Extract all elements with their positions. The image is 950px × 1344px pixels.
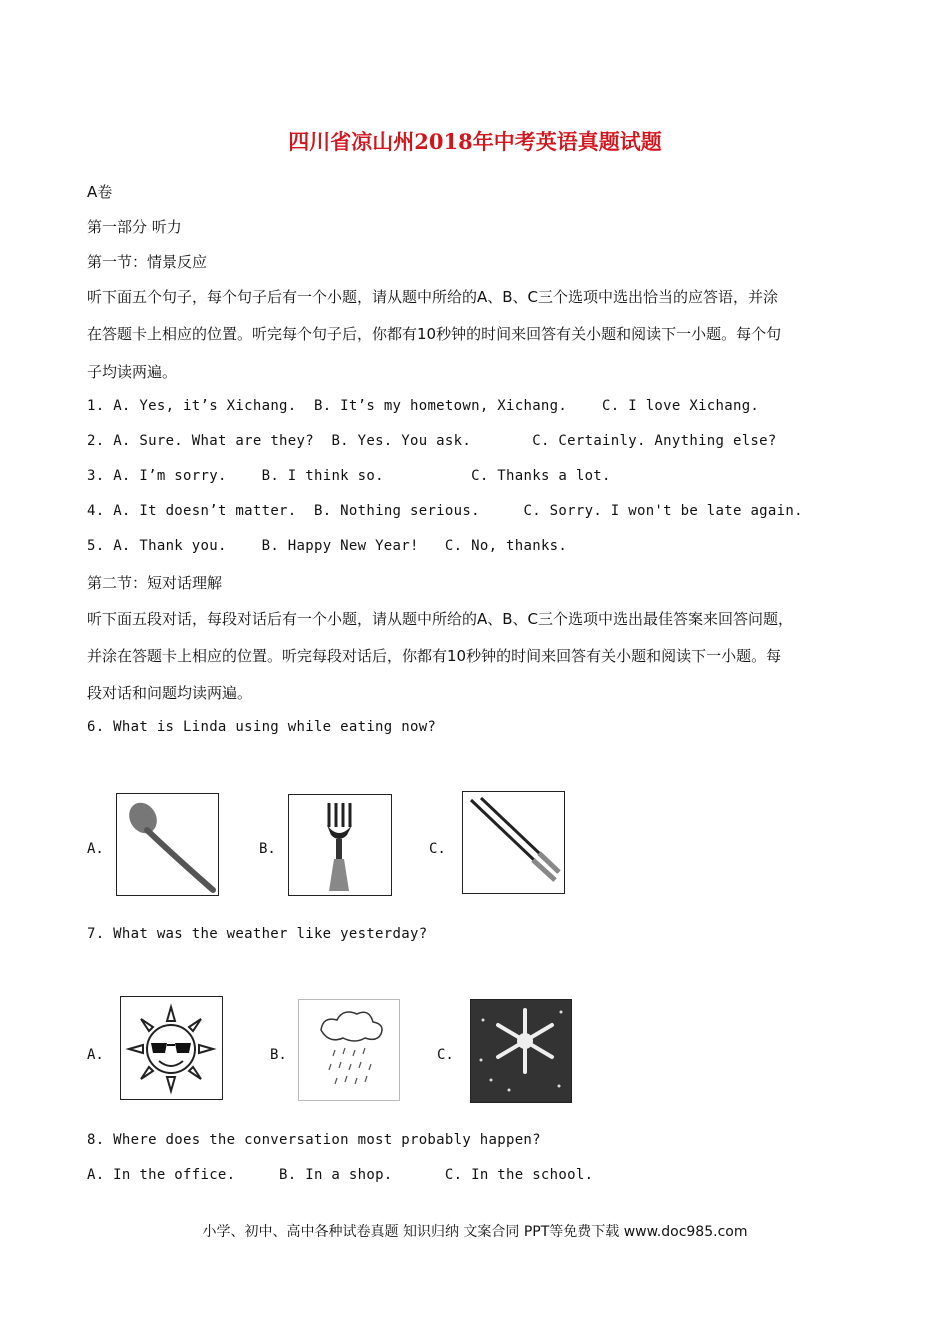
option-label-b: B. <box>259 841 276 857</box>
question-8-options <box>87 1167 593 1183</box>
option-c: C. Sorry. I won't be late again. <box>523 503 803 519</box>
chopsticks-icon <box>462 791 565 894</box>
option-b: B. In a shop. <box>279 1167 393 1183</box>
option-c: C. No, thanks. <box>444 538 568 554</box>
question-number: 3. <box>87 468 105 484</box>
option-a: A. Yes, it’s Xichang. <box>113 398 297 414</box>
question-2 <box>87 433 777 449</box>
option-label-b: B. <box>270 1047 287 1063</box>
question-number: 2. <box>87 433 105 449</box>
option-label-c: C. <box>437 1047 454 1063</box>
option-c: C. Thanks a lot. <box>471 468 611 484</box>
sun-with-sunglasses-icon <box>120 996 223 1100</box>
option-b: B. I think so. <box>261 468 384 484</box>
option-a: A. It doesn’t matter. <box>113 503 297 519</box>
page-title: 四川省凉山州2018年中考英语真题试题 <box>288 129 662 154</box>
option-b: B. It’s my hometown, Xichang. <box>313 398 568 414</box>
part-heading: 第一部分 听力 <box>87 218 182 236</box>
option-b: B. Yes. You ask. <box>331 433 472 449</box>
section2-heading: 第二节：短对话理解 <box>87 574 223 592</box>
option-c: C. I love Xichang. <box>602 398 760 414</box>
volume-label: A卷 <box>87 183 113 201</box>
option-label-a: A. <box>87 1047 104 1063</box>
page-footer: 小学、初中、高中各种试卷真题 知识归纳 文案合同 PPT等免费下载 www.doc985.com <box>202 1224 748 1240</box>
option-a: A. In the office. <box>87 1167 236 1183</box>
option-c: C. In the school. <box>444 1167 594 1183</box>
question-7: 7. What was the weather like yesterday? <box>87 926 428 942</box>
section2-instruction-line: 并涂在答题卡上相应的位置。听完每段对话后，你都有10秒钟的时间来回答有关小题和阅读下一小题。每 <box>87 647 782 665</box>
question-text: 8. Where does the conversation most probably happen? <box>87 1132 541 1148</box>
question-6: 6. What is Linda using while eating now? <box>87 719 437 735</box>
question-1 <box>87 398 759 414</box>
rain-cloud-icon <box>298 999 400 1101</box>
option-label-c: C. <box>429 841 446 857</box>
question-5 <box>87 538 567 554</box>
option-a: A. I’m sorry. <box>113 468 227 484</box>
question-number: 4. <box>87 503 105 519</box>
section2-instruction-line: 段对话和问题均读两遍。 <box>87 684 253 702</box>
section1-instruction-line: 子均读两遍。 <box>87 363 178 381</box>
question-8 <box>87 1132 541 1148</box>
snowflake-icon <box>470 999 572 1103</box>
section1-heading: 第一节：情景反应 <box>87 253 208 271</box>
option-a: A. Thank you. <box>113 538 227 554</box>
section1-instruction-line: 在答题卡上相应的位置。听完每个句子后，你都有10秒钟的时间来回答有关小题和阅读下一小题。每个句 <box>87 325 782 343</box>
question-number: 1. <box>87 398 105 414</box>
section1-instruction-line: 听下面五个句子，每个句子后有一个小题，请从题中所给的A、B、C三个选项中选出恰当的应答语，并涂 <box>87 288 779 306</box>
option-a: A. Sure. What are they? <box>113 433 314 449</box>
option-label-a: A. <box>87 841 104 857</box>
question-4 <box>87 503 803 519</box>
option-c: C. Certainly. Anything else? <box>532 433 777 449</box>
option-b: B. Happy New Year! <box>261 538 419 554</box>
question-3 <box>87 468 611 484</box>
option-b: B. Nothing serious. <box>313 503 480 519</box>
question-number: 5. <box>87 538 105 554</box>
section2-instruction-line: 听下面五段对话，每段对话后有一个小题，请从题中所给的A、B、C三个选项中选出最佳答案来回答问题， <box>87 610 794 628</box>
fork-icon <box>288 794 392 896</box>
spoon-icon <box>116 793 219 896</box>
